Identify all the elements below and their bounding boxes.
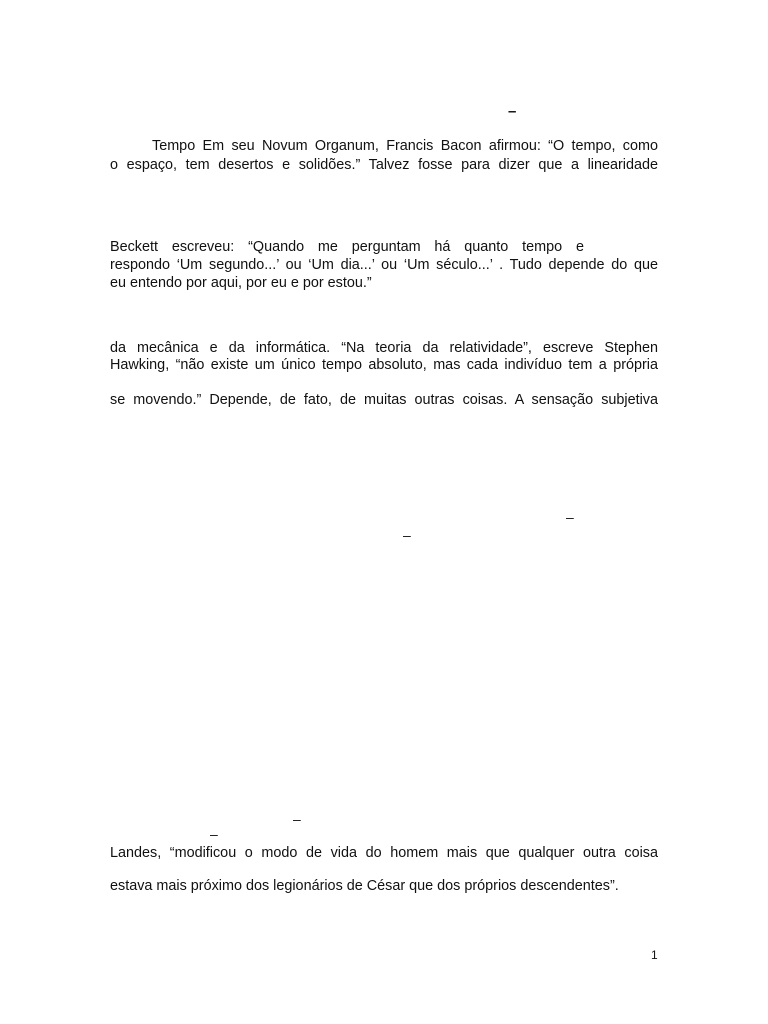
dash-mark-1: –: [566, 509, 574, 525]
dash-mark-4: –: [210, 826, 218, 842]
paragraph-line-4: respondo ‘Um segundo...’ ou ‘Um dia...’ ou ‘Um século...’ . Tudo depende do que: [110, 257, 658, 273]
title-dash: –: [508, 103, 517, 120]
paragraph-line-10: estava mais próximo dos legionários de César que dos próprios descendentes”.: [110, 878, 619, 894]
page-number: 1: [651, 948, 658, 962]
paragraph-line-9: Landes, “modificou o modo de vida do homem mais que qualquer outra coisa: [110, 845, 658, 861]
paragraph-line-7: Hawking, “não existe um único tempo absoluto, mas cada indivíduo tem a própria: [110, 357, 658, 373]
paragraph-line-3: Beckett escreveu: “Quando me perguntam há quanto tempo e: [110, 239, 584, 255]
paragraph-line-6: da mecânica e da informática. “Na teoria da relatividade”, escreve Stephen: [110, 340, 658, 356]
paragraph-line-2: o espaço, tem desertos e solidões.” Talvez fosse para dizer que a linearidade: [110, 157, 658, 173]
paragraph-line-1: Tempo Em seu Novum Organum, Francis Bacon afirmou: “O tempo, como: [152, 138, 658, 154]
paragraph-line-8: se movendo.” Depende, de fato, de muitas outras coisas. A sensação subjetiva: [110, 392, 658, 408]
paragraph-line-5: eu entendo por aqui, por eu e por estou.”: [110, 275, 372, 291]
dash-mark-3: –: [293, 811, 301, 827]
dash-mark-2: –: [403, 527, 411, 543]
